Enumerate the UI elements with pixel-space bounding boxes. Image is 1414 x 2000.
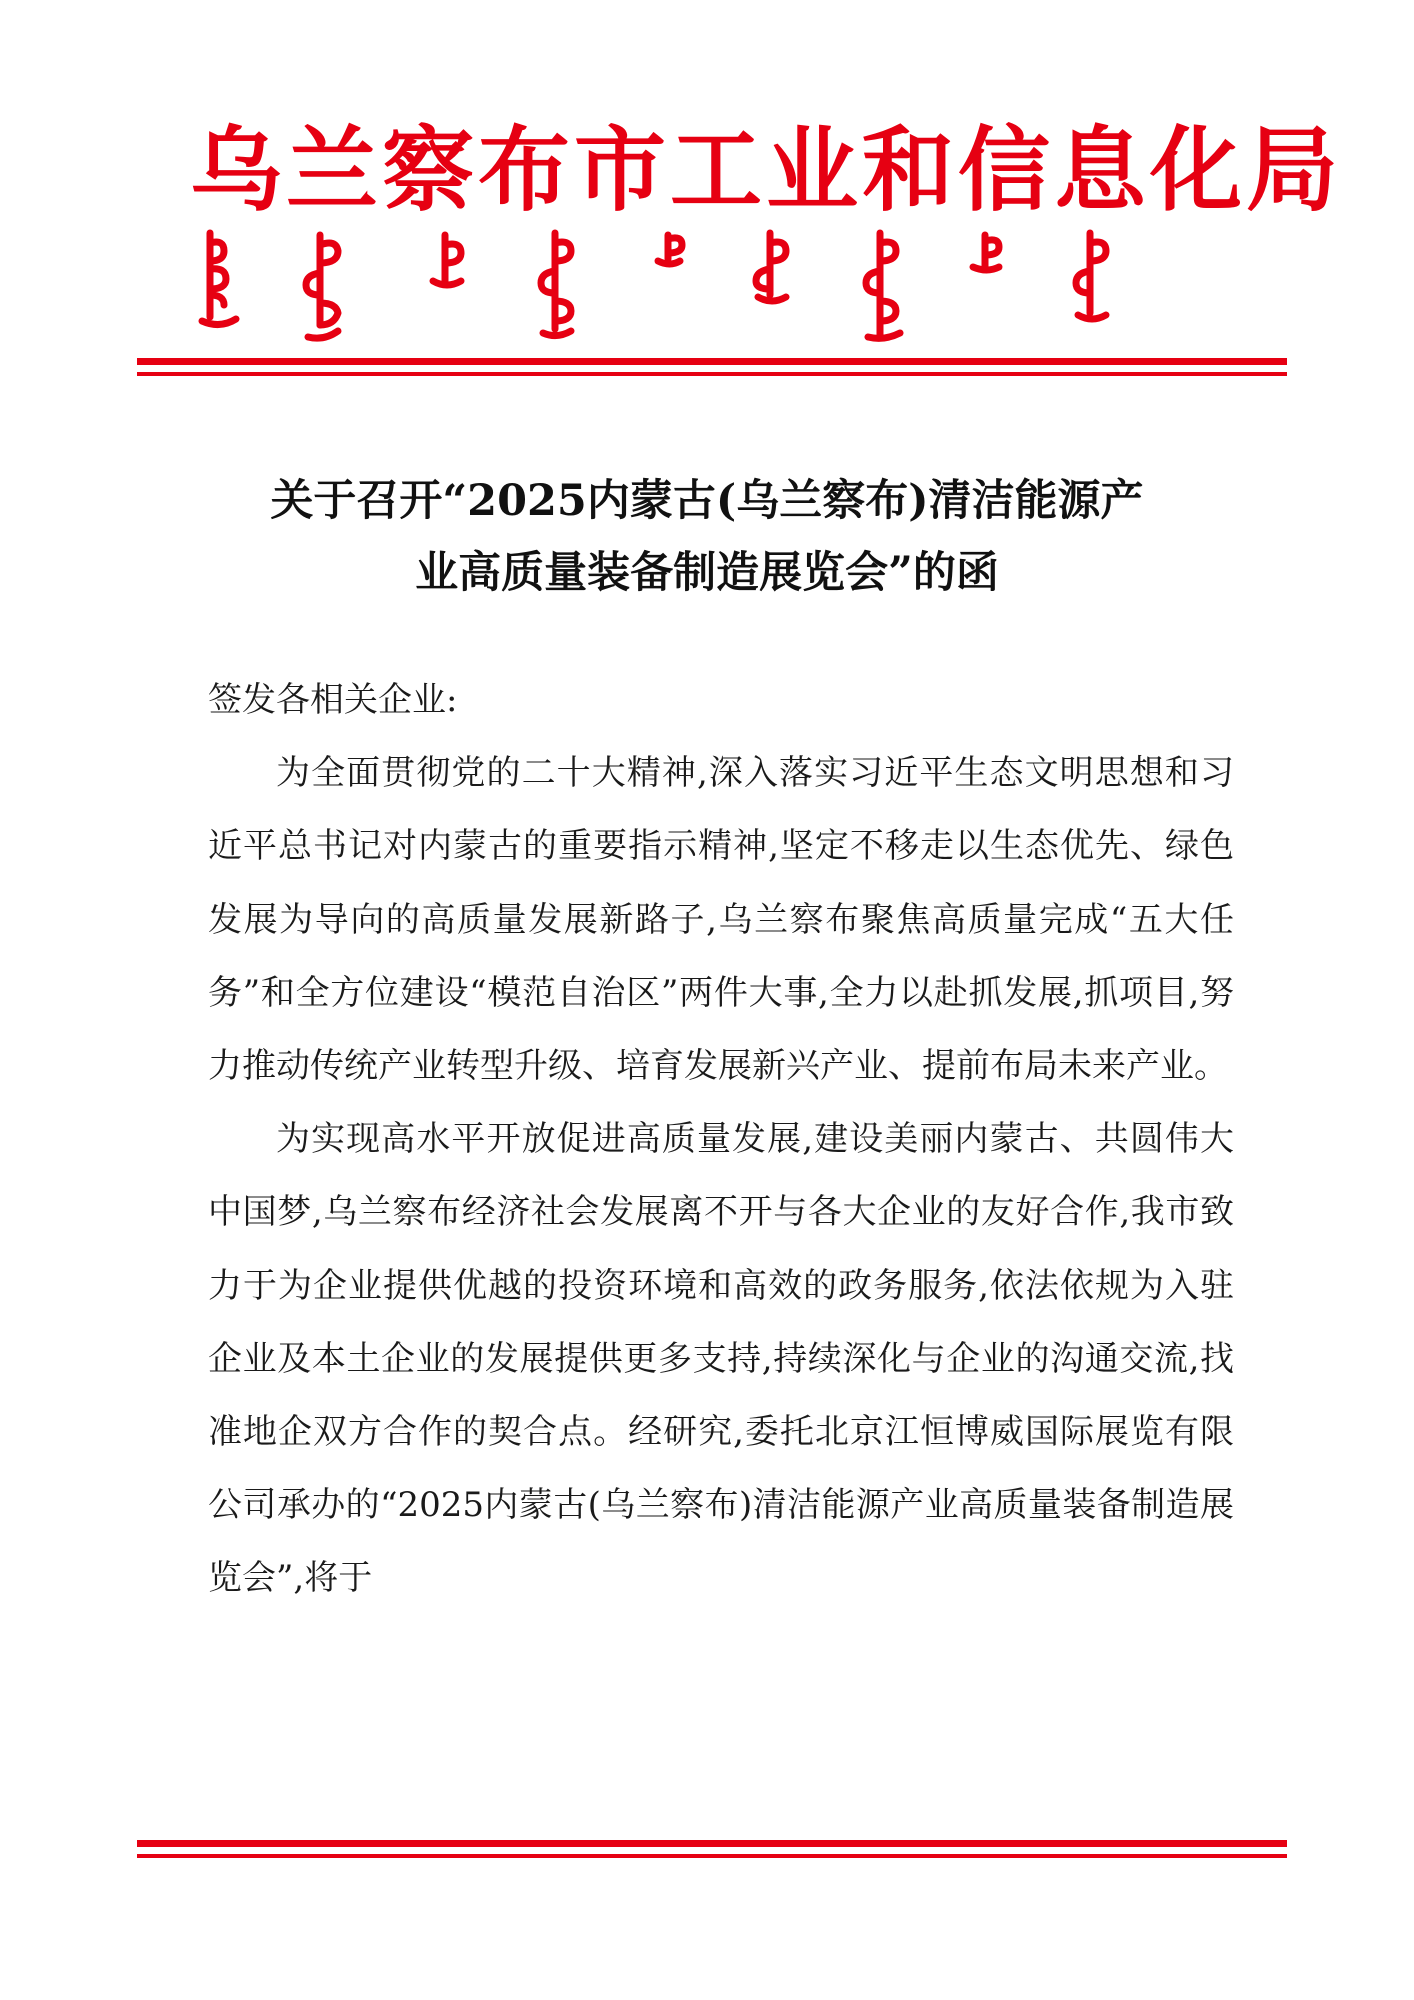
footer-divider [137, 1840, 1287, 1864]
letter-body [208, 664, 1234, 1616]
document-title [160, 465, 1254, 609]
document-title-line-1: 关于召开“2025内蒙古(乌兰察布)清洁能源产 [270, 476, 1144, 526]
mongolian-word-6 [756, 233, 786, 301]
body-paragraph-1: 为全面贯彻党的二十大精神,深入落实习近平生态文明思想和习近平总书记对内蒙古的重要指示精神,坚定不移走以生态优先、绿色发展为导向的高质量发展新路子,乌兰察布聚焦高质量完成“五大任务”和全方位建设“模范自治区”两件大事,全力以赴抓发展,抓项目,努力推动传统产业转型升级、培育发展新兴产业、提前布局未来产业。 [208, 753, 1234, 1087]
mongolian-word-4 [541, 233, 571, 336]
document-title-line-2: 业高质量装备制造展览会”的函 [415, 548, 999, 598]
mongolian-word-3 [433, 235, 461, 285]
mongolian-word-2 [306, 235, 338, 338]
mongolian-word-9 [1076, 233, 1106, 319]
mongolian-word-5 [658, 235, 682, 264]
letterhead-mongolian-script [190, 225, 1230, 345]
letterhead-org-name: 乌兰察布市工业和信息化局 [190, 116, 1343, 224]
salutation: 签发各相关企业: [208, 680, 458, 720]
mongolian-word-8 [973, 235, 999, 270]
mongolian-word-1 [202, 233, 236, 325]
mongolian-word-7 [866, 233, 900, 338]
body-paragraph-2: 为实现高水平开放促进高质量发展,建设美丽内蒙古、共圆伟大中国梦,乌兰察布经济社会发展离不开与各大企业的友好合作,我市致力于为企业提供优越的投资环境和高效的政务服务,依法依规为入驻企业及本土企业的发展提供更多支持,持续深化与企业的沟通交流,找准地企双方合作的契合点。经研究,委托北京江恒博威国际展览有限公司承办的“2025内蒙古(乌兰察布)清洁能源产业高质量装备制造展览会”,将于 [208, 1119, 1234, 1599]
letterhead-divider [137, 358, 1287, 382]
